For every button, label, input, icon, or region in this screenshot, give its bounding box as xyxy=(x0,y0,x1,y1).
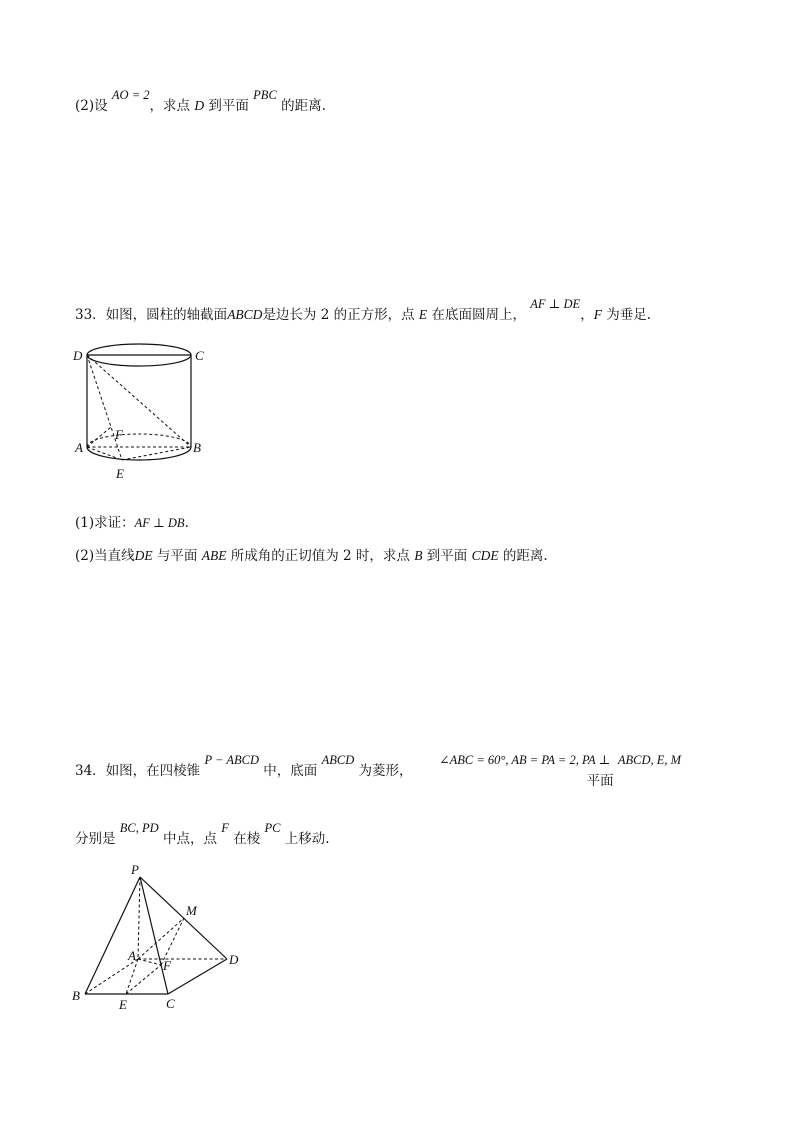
segment-EF xyxy=(126,965,161,994)
cylinder-figure xyxy=(70,340,210,490)
math-pyramid: P − ABCD xyxy=(204,753,259,767)
math-plane: CDE xyxy=(471,548,499,563)
segment-AF xyxy=(138,959,161,965)
label-A: A xyxy=(128,948,136,963)
text: 分别是 xyxy=(75,831,116,847)
text: ， xyxy=(580,307,594,323)
question-34-stem-line-2 xyxy=(75,821,330,848)
math-condition-2: ABCD, E, M xyxy=(617,753,682,767)
text: 在底面圆周上， xyxy=(431,307,526,323)
text: 中点，点 xyxy=(162,831,217,847)
bottom-ellipse-back xyxy=(87,434,191,447)
label-F: F xyxy=(115,427,123,442)
text: ，求点 xyxy=(149,98,191,114)
question-number: 34． xyxy=(75,763,106,779)
pyramid-figure xyxy=(70,862,250,1012)
math-edge: PC xyxy=(264,821,281,835)
math-point: B xyxy=(414,548,423,563)
label-D: D xyxy=(229,952,239,967)
label-B: B xyxy=(72,988,80,1003)
text: 为菱形， xyxy=(358,763,413,779)
text: 的距离. xyxy=(281,98,326,114)
math-line: DE xyxy=(134,548,153,563)
text: 上移动. xyxy=(284,831,330,847)
label-A: A xyxy=(75,440,83,455)
math-point: D xyxy=(194,98,205,113)
math-expression: AO = 2 xyxy=(111,88,150,102)
text: 平面 xyxy=(586,773,614,789)
label-C: C xyxy=(195,348,204,363)
math-point: E xyxy=(418,307,428,322)
part-number: (2) xyxy=(75,98,95,114)
segment-DB xyxy=(87,355,191,447)
math-square: ABCD xyxy=(227,307,263,322)
edge-CD xyxy=(168,959,227,994)
label-B: B xyxy=(193,440,201,455)
math-point: F xyxy=(221,821,229,835)
question-34-stem-line-1 xyxy=(75,753,682,789)
label-P: P xyxy=(131,862,139,877)
question-number: 33． xyxy=(75,307,106,323)
label-C: C xyxy=(166,996,175,1011)
question-33-part-1 xyxy=(75,514,189,532)
text: 所成角的正切值为 2 时，求点 xyxy=(230,548,410,564)
text: 求证： xyxy=(94,515,135,531)
segment-AE xyxy=(87,447,122,460)
math-plane: PBC xyxy=(253,88,277,102)
prev-part-2 xyxy=(75,88,326,115)
text: 如图，圆柱的轴截面 xyxy=(105,307,228,323)
edge-PA xyxy=(138,877,140,959)
text: 到平面 xyxy=(426,548,468,564)
math-base: ABCD xyxy=(321,753,355,767)
part-number: (1) xyxy=(75,515,95,531)
question-33-stem xyxy=(75,297,652,324)
label-F: F xyxy=(163,958,171,973)
text: 当直线 xyxy=(94,548,135,564)
math-condition: ∠ABC = 60°, AB = PA = 2, PA ⊥ xyxy=(439,753,611,767)
segment-AM xyxy=(138,918,184,959)
text: 如图，在四棱锥 xyxy=(105,763,201,779)
label-E: E xyxy=(119,997,127,1012)
text: 到平面 xyxy=(208,98,249,114)
question-33-part-2 xyxy=(75,547,548,565)
text: 设 xyxy=(94,98,108,114)
part-number: (2) xyxy=(75,548,95,564)
text: 中，底面 xyxy=(263,763,318,779)
math-point: F xyxy=(593,307,602,322)
segment-EB xyxy=(122,447,191,460)
text: 为垂足. xyxy=(606,307,652,323)
label-D: D xyxy=(73,348,83,363)
math-plane: ABE xyxy=(201,548,227,563)
math-midpoints: BC, PD xyxy=(119,821,159,835)
label-E: E xyxy=(116,466,124,481)
math-expression: AF ⊥ DB xyxy=(134,516,185,530)
bottom-ellipse-front xyxy=(87,447,191,460)
text: 在棱 xyxy=(233,831,261,847)
text: 与平面 xyxy=(156,548,198,564)
text: 是边长为 2 的正方形，点 xyxy=(262,307,415,323)
text: 的距离. xyxy=(502,548,548,564)
math-expression: AF ⊥ DE xyxy=(530,297,581,311)
label-M: M xyxy=(186,903,197,918)
text: . xyxy=(184,515,189,531)
